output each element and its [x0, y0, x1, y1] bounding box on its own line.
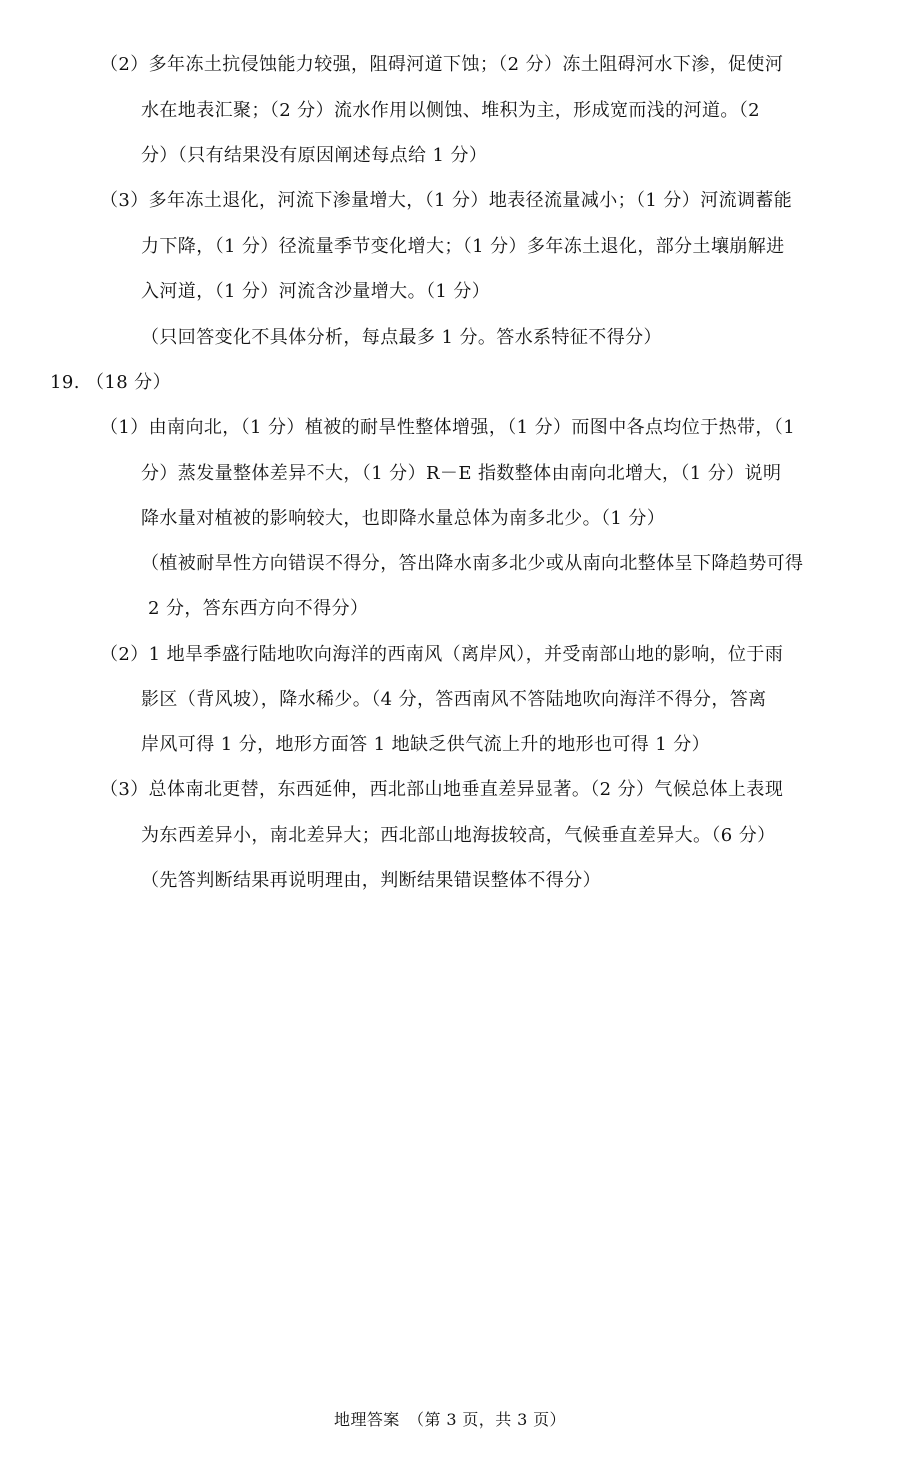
- q19-part1-note2: 2 分，答东西方向不得分）: [148, 598, 369, 619]
- q18-part3-line1: （3）多年冻土退化，河流下渗量增大，（1 分）地表径流量减小；（1 分）河流调蓄能: [100, 190, 793, 211]
- q19-part1-note1: （植被耐旱性方向错误不得分，答出降水南多北少或从南向北整体呈下降趋势可得: [141, 553, 804, 574]
- q19-part2-line2: 影区（背风坡），降水稀少。（4 分，答西南风不答陆地吹向海洋不得分，答离: [141, 689, 767, 710]
- q18-part2-line3: 分）（只有结果没有原因阐述每点给 1 分）: [141, 145, 488, 166]
- q18-part2-line2: 水在地表汇聚；（2 分）流水作用以侧蚀、堆积为主，形成宽而浅的河道。（2: [141, 100, 761, 121]
- q19-part2-line1: （2）1 地旱季盛行陆地吹向海洋的西南风（离岸风），并受南部山地的影响，位于雨: [100, 644, 784, 665]
- q19-part3-line2: 为东西差异小，南北差异大；西北部山地海拔较高，气候垂直差异大。（6 分）: [141, 825, 776, 846]
- q19-header: 19. （18 分）: [50, 372, 171, 393]
- page-footer: 地理答案 （第 3 页，共 3 页）: [334, 1410, 566, 1429]
- q18-part3-line2: 力下降，（1 分）径流量季节变化增大；（1 分）多年冻土退化，部分土壤崩解进: [141, 236, 785, 257]
- q19-part2-line3: 岸风可得 1 分，地形方面答 1 地缺乏供气流上升的地形也可得 1 分）: [141, 734, 711, 755]
- q18-part3-note: （只回答变化不具体分析，每点最多 1 分。答水系特征不得分）: [141, 327, 662, 348]
- q19-part1-line1: （1）由南向北，（1 分）植被的耐旱性整体增强，（1 分）而图中各点均位于热带，（1: [100, 417, 796, 438]
- q19-part1-line2: 分）蒸发量整体差异不大，（1 分）R－E 指数整体由南向北增大，（1 分）说明: [141, 463, 782, 484]
- q18-part3-line3: 入河道，（1 分）河流含沙量增大。（1 分）: [141, 281, 491, 302]
- q19-part1-line3: 降水量对植被的影响较大，也即降水量总体为南多北少。（1 分）: [141, 508, 666, 529]
- q18-part2-line1: （2）多年冻土抗侵蚀能力较强，阻碍河道下蚀；（2 分）冻土阻碍河水下渗，促使河: [100, 54, 784, 75]
- q19-part3-line1: （3）总体南北更替，东西延伸，西北部山地垂直差异显著。（2 分）气候总体上表现: [100, 779, 784, 800]
- q19-part3-note: （先答判断结果再说明理由，判断结果错误整体不得分）: [141, 870, 601, 891]
